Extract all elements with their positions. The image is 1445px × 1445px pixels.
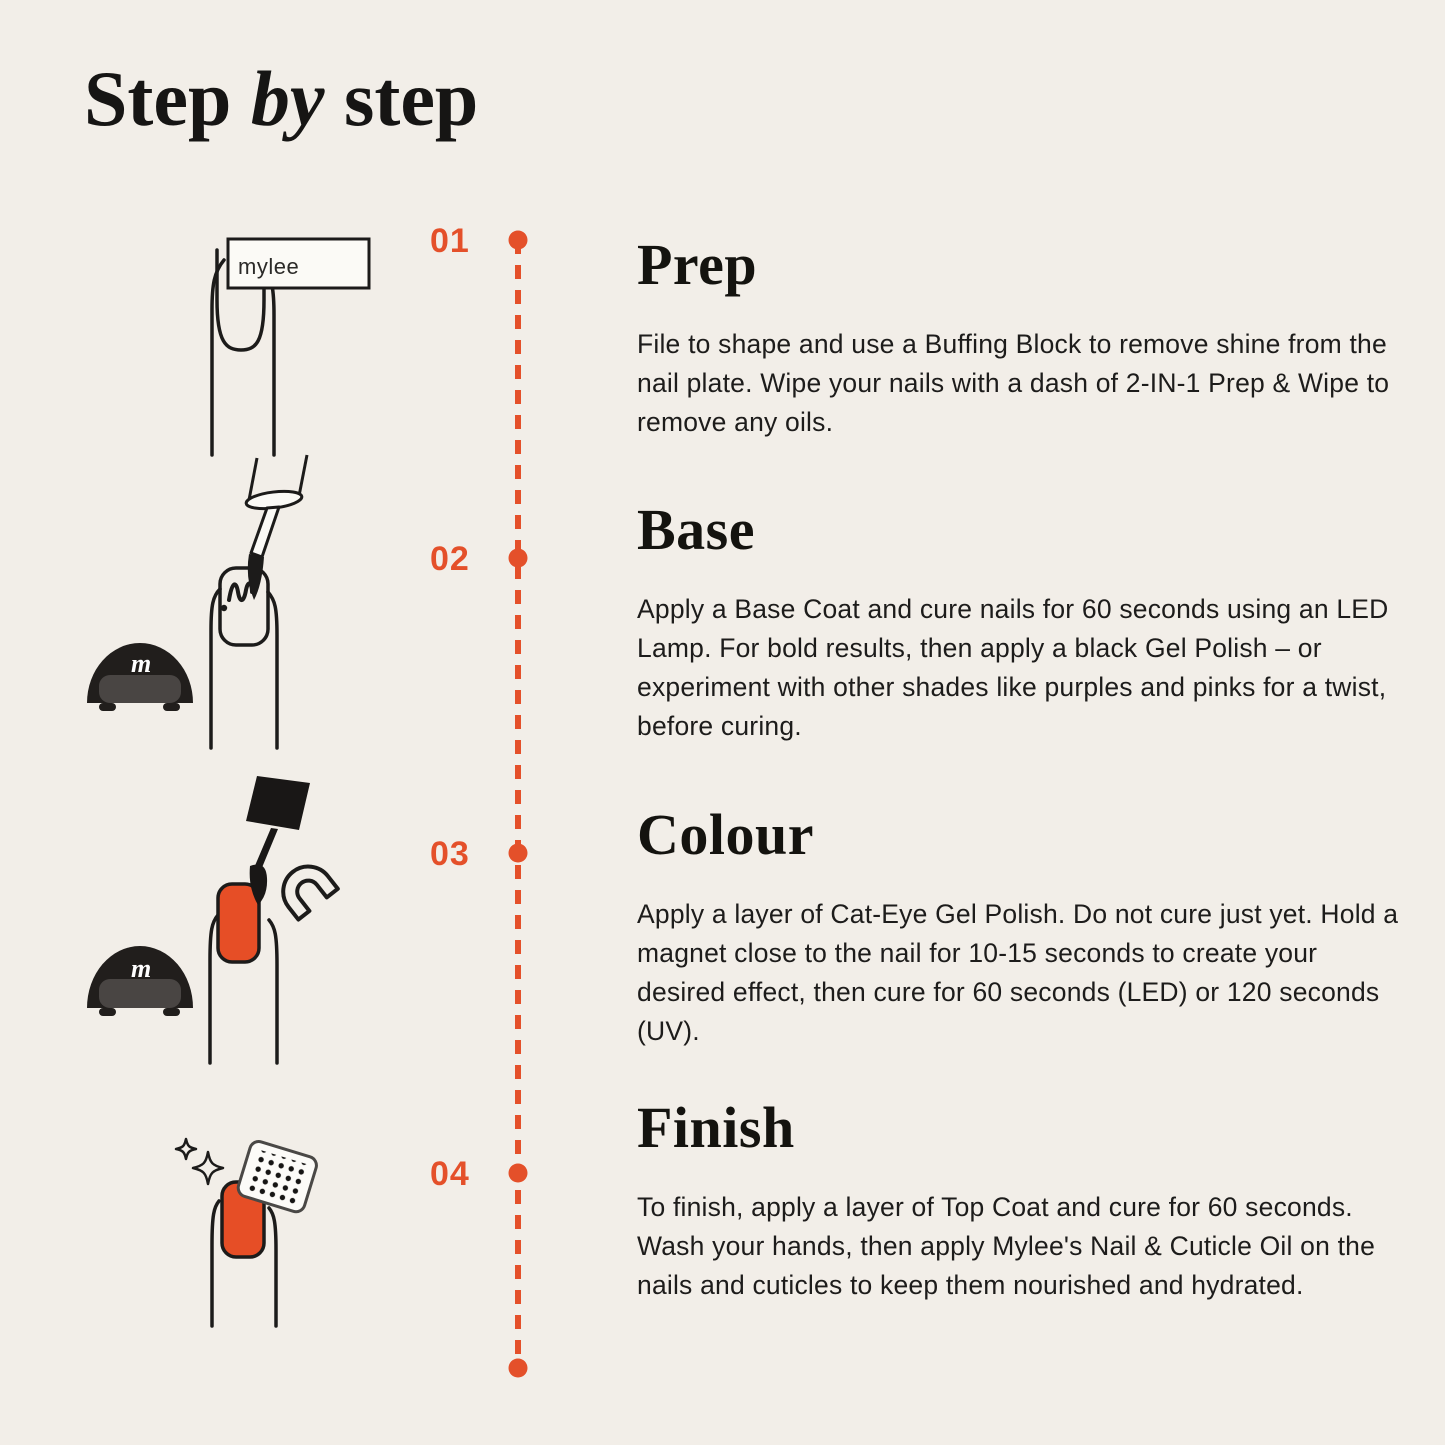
lamp-logo: m [131, 649, 152, 678]
lamp-logo: m [131, 954, 152, 983]
step2-number: 02 [430, 540, 470, 578]
led-lamp-icon [87, 946, 193, 1016]
step3-number: 03 [430, 835, 470, 873]
timeline-dot-step4 [509, 1164, 528, 1183]
base-illustration [85, 452, 405, 752]
orange-nail-icon [218, 884, 259, 962]
sparkles-icon [176, 1139, 223, 1184]
step3-heading: Colour [637, 802, 814, 867]
gel-squiggle [221, 583, 252, 611]
step1-text-block [637, 232, 1412, 442]
step3-body: Apply a layer of Cat-Eye Gel Polish. Do not cure just yet. Hold a magnet close to the nail for 10-15 seconds to create your desired effect, then cure for 60 seconds (LED) or 120 seconds (UV). [637, 899, 1399, 1046]
led-lamp-icon [87, 643, 193, 711]
title-by: by [250, 55, 325, 142]
timeline-dotted-line [500, 228, 540, 1388]
magnet-icon [273, 856, 338, 919]
step1-heading: Prep [637, 232, 758, 297]
step1-number: 01 [430, 222, 470, 260]
step4-number: 04 [430, 1155, 470, 1193]
polish-brush-icon [245, 455, 307, 600]
title-pre: Step [84, 55, 251, 142]
step2-text-block [637, 497, 1412, 746]
buffing-block-label: mylee [238, 254, 300, 279]
timeline-dot-step2 [509, 549, 528, 568]
step4-text-block [637, 1095, 1412, 1305]
timeline-dot-step1 [509, 231, 528, 250]
finish-illustration [160, 1100, 395, 1390]
timeline-dot-step3 [509, 844, 528, 863]
page-title [84, 56, 478, 142]
step2-body: Apply a Base Coat and cure nails for 60 seconds using an LED Lamp. For bold results, then apply a black Gel Polish – or experiment with other shades like purples and pinks for a twist, before curing. [637, 594, 1389, 741]
colour-illustration [85, 770, 430, 1068]
step4-heading: Finish [637, 1095, 795, 1160]
prep-illustration [190, 225, 390, 460]
timeline-dot-end [509, 1359, 528, 1378]
step4-body: To finish, apply a layer of Top Coat and cure for 60 seconds. Wash your hands, then apply Mylee's Nail & Cuticle Oil on the nails and cuticles to keep them nourished and hydrated. [637, 1192, 1376, 1300]
buffing-block-icon [228, 239, 369, 288]
title-post: step [324, 55, 479, 142]
step1-body: File to shape and use a Buffing Block to remove shine from the nail plate. Wipe your nails with a dash of 2-IN-1 Prep & Wipe to remove any oils. [637, 329, 1390, 437]
step2-heading: Base [637, 497, 755, 562]
step3-text-block [637, 802, 1412, 1051]
